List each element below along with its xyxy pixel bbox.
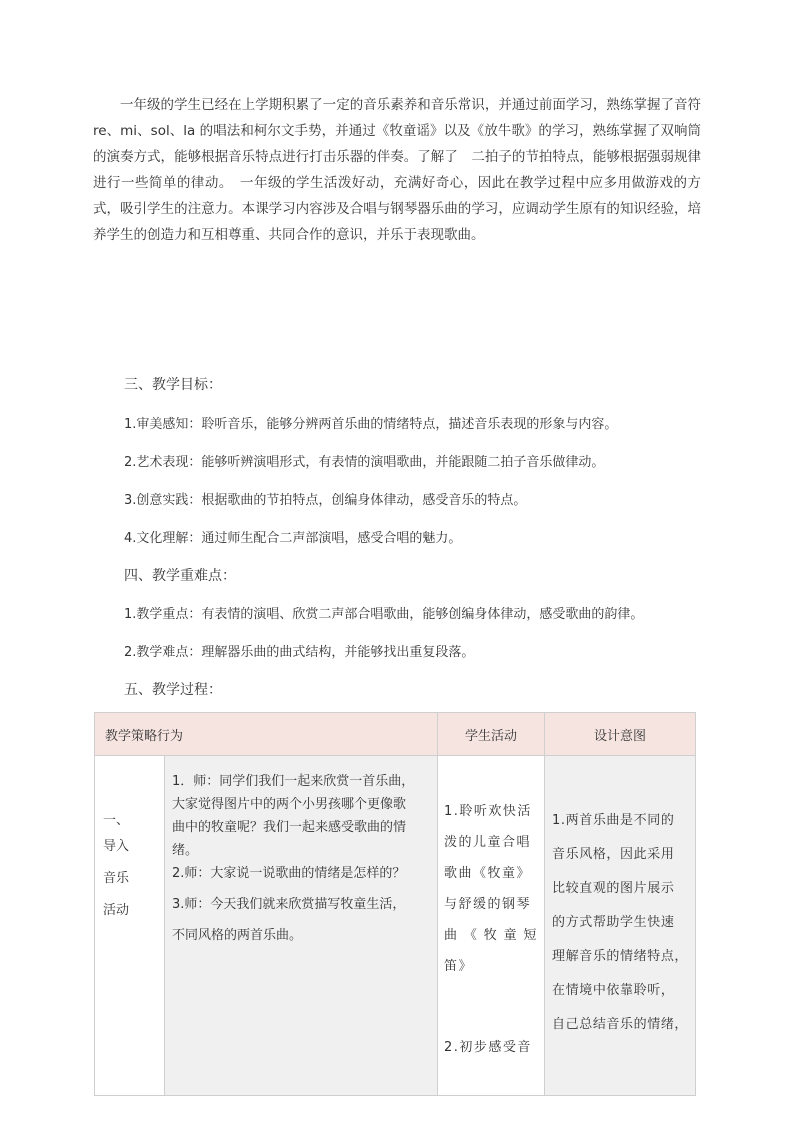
teacher-line: 大家觉得图片中的两个小男孩哪个更像歌 bbox=[172, 797, 407, 812]
stage-line: 一、 bbox=[103, 813, 130, 828]
teacher-line: 3.师：今天我们就来欣赏描写牧童生活， bbox=[172, 897, 406, 912]
header-design-intent: 设计意图 bbox=[545, 713, 696, 756]
teacher-line: 绪。 bbox=[172, 843, 199, 858]
intent-line: 1.两首乐曲是不同的 bbox=[552, 813, 675, 828]
teacher-line: 2.师：大家说一说歌曲的情绪是怎样的？ bbox=[172, 866, 406, 881]
intent-line: 比较直观的图片展示 bbox=[552, 881, 675, 896]
key-point-item-2: 2.教学难点：理解器乐曲的曲式结构，并能够找出重复段落。 bbox=[124, 645, 475, 660]
key-point-item-1: 1.教学重点：有表情的演唱、欣赏二声部合唱歌曲，能够创编身体律动，感受歌曲的韵律。 bbox=[124, 607, 644, 622]
intent-line: 在情境中依靠聆听， bbox=[552, 983, 675, 998]
stage-line: 导入 bbox=[103, 839, 130, 854]
intent-line: 的方式帮助学生快速 bbox=[552, 915, 675, 930]
header-student-activity: 学生活动 bbox=[438, 713, 545, 756]
stage-line: 活动 bbox=[103, 903, 130, 918]
table-header-row bbox=[95, 713, 696, 756]
stage-cell bbox=[95, 756, 165, 1096]
intent-line: 自己总结音乐的情绪， bbox=[552, 1017, 689, 1032]
student-line: 歌曲《牧童》 bbox=[444, 866, 532, 881]
student-line: 泼的儿童合唱 bbox=[444, 835, 532, 850]
table-row bbox=[95, 756, 696, 1096]
student-line: 2.初步感受音 bbox=[444, 1040, 532, 1055]
teaching-process-table-wrapper bbox=[94, 712, 695, 1055]
goal-item-4: 4.文化理解：通过师生配合二声部演唱，感受合唱的魅力。 bbox=[124, 531, 462, 546]
teacher-strategy-cell bbox=[165, 756, 438, 1096]
teaching-process-table bbox=[94, 712, 696, 1096]
student-line: 1.聆听欢快活 bbox=[444, 804, 532, 819]
student-line-gap bbox=[444, 982, 538, 1002]
student-line: 与舒缓的钢琴 bbox=[444, 897, 532, 912]
goal-item-1: 1.审美感知：聆听音乐，能够分辨两首乐曲的情绪特点，描述音乐表现的形象与内容。 bbox=[124, 417, 618, 432]
intent-line: 理解音乐的情绪特点， bbox=[552, 949, 689, 964]
learner-analysis-paragraph: 一年级的学生已经在上学期积累了一定的音乐素养和音乐常识，并通过前面学习，熟练掌握了音符 re、mi、sol、la 的唱法和柯尔文手势，并通过《牧童谣》以及《放牛歌》的学习，熟练掌握了双响筒的演奏方式，能够根据音乐特点进行打击乐器的伴奏。了解了 二拍子的节拍特点，能够根据强弱规律进行一些简单的律动。 一年级的学生活泼好动，充满好奇心，因此在教学过程中应多用做游戏的方式，吸引学生的注意力。本课学习内容涉及合唱与钢琴器乐曲的学习，应调动学生原有的知识经验，培养学生的创造力和互相尊重、共同合作的意识，并乐于表现歌曲。 bbox=[93, 97, 701, 243]
header-teaching-strategy: 教学策略行为 bbox=[95, 713, 438, 756]
section-heading-goals: 三、教学目标： bbox=[124, 377, 222, 393]
section-heading-process: 五、教学过程： bbox=[124, 682, 222, 698]
student-activity-cell bbox=[438, 756, 545, 1096]
teacher-line: 不同风格的两首乐曲。 bbox=[172, 928, 303, 943]
teacher-line: 曲中的牧童呢？我们一起来感受歌曲的情 bbox=[172, 820, 407, 835]
teacher-line: 1．师：同学们我们一起来欣赏一首乐曲， bbox=[172, 774, 415, 789]
goal-item-3: 3.创意实践：根据歌曲的节拍特点，创编身体律动，感受音乐的特点。 bbox=[124, 493, 527, 508]
stage-line: 音乐 bbox=[103, 871, 130, 886]
student-line: 曲《牧童短笛》 bbox=[444, 928, 539, 974]
intent-line: 音乐风格，因此采用 bbox=[552, 847, 675, 862]
goal-item-2: 2.艺术表现：能够听辨演唱形式，有表情的演唱歌曲，并能跟随二拍子音乐做律动。 bbox=[124, 455, 605, 470]
design-intent-cell bbox=[545, 756, 696, 1096]
section-heading-key-points: 四、教学重难点： bbox=[124, 568, 236, 584]
